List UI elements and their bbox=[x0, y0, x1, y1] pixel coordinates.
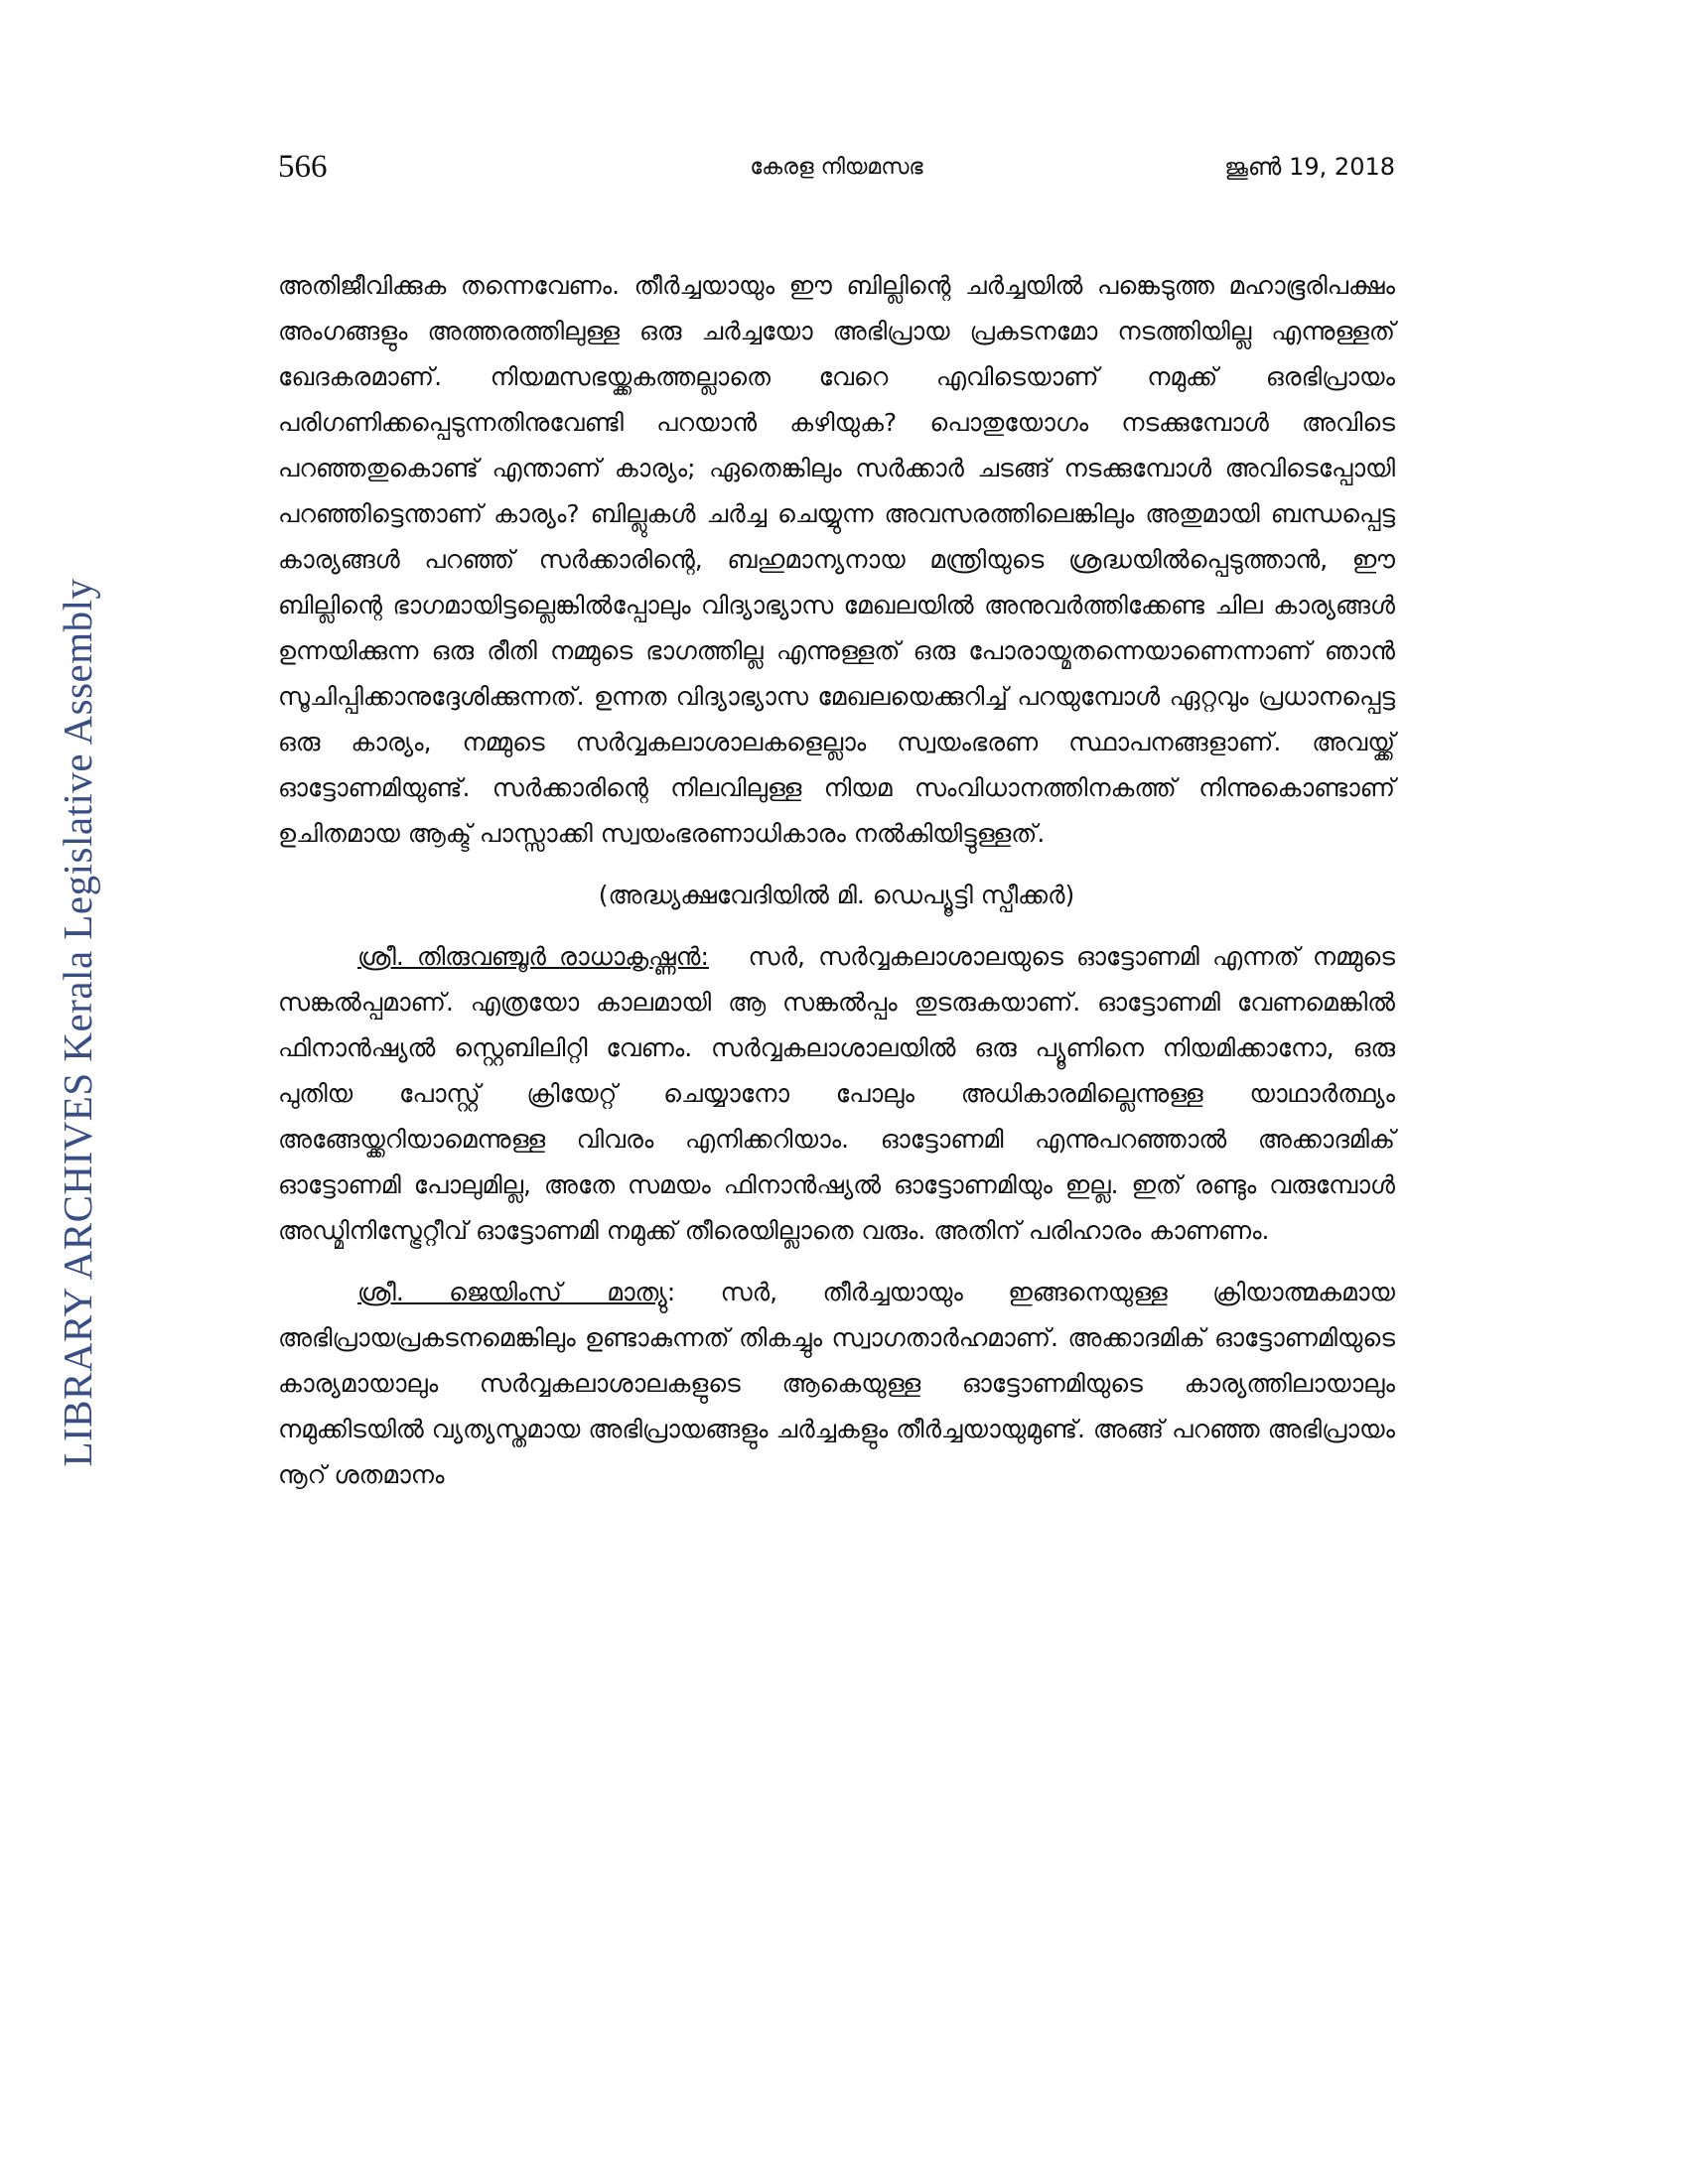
paragraph-continued: അതിജീവിക്കുക തന്നെവേണം. തീർച്ചയായും ഈ ബില്ലിന്റെ ചർച്ചയിൽ പങ്കെടുത്ത മഹാഭൂരിപക്ഷം അംഗങ്ങളും അത്തരത്തിലുള്ള ഒരു ചർച്ചയോ അഭിപ്രായ പ്രകടനമോ നടത്തിയില്ല എന്നുള്ളത് ഖേദകരമാണ്. നിയമസഭയ്ക്കകത്തല്ലാതെ വേറെ എവിടെയാണ് നമുക്ക് ഒരഭിപ്രായം പരിഗണിക്കപ്പെടുന്നതിനുവേണ്ടി പറയാൻ കഴിയുക? പൊതുയോഗം നടക്കുമ്പോൾ അവിടെ പറഞ്ഞതുകൊണ്ട് എന്താണ് കാര്യം; ഏതെങ്കിലും സർക്കാർ ചടങ്ങ് നടക്കുമ്പോൾ അവിടെപ്പോയി പറഞ്ഞിട്ടെന്താണ് കാര്യം? ബില്ലുകൾ ചർച്ച ചെയ്യുന്ന അവസരത്തിലെങ്കിലും അതുമായി ബന്ധപ്പെട്ട കാര്യങ്ങൾ പറഞ്ഞ് സർക്കാരിന്റെ, ബഹുമാന്യനായ മന്ത്രിയുടെ ശ്രദ്ധയിൽപ്പെടുത്താൻ, ഈ ബില്ലിന്റെ ഭാഗമായിട്ടല്ലെങ്കിൽപ്പോലും വിദ്യാഭ്യാസ മേഖലയിൽ അനുവർത്തിക്കേണ്ട ചില കാര്യങ്ങൾ ഉന്നയിക്കുന്ന ഒരു രീതി നമ്മുടെ ഭാഗത്തില്ല എന്നുള്ളത് ഒരു പോരായ്മതന്നെയാണെന്നാണ് ഞാൻ സൂചിപ്പിക്കാനുദ്ദേശിക്കുന്നത്. ഉന്നത വിദ്യാഭ്യാസ മേഖലയെക്കുറിച്ച് പറയുമ്പോൾ ഏറ്റവും പ്രധാനപ്പെട്ട ഒരു കാര്യം, നമ്മുടെ സർവ്വകലാശാലകളെല്ലാം സ്വയംഭരണ സ്ഥാപനങ്ങളാണ്. അവയ്ക്ക് ഓട്ടോണമിയുണ്ട്. സർക്കാരിന്റെ നിലവിലുള്ള നിയമ സംവിധാനത്തിനകത്ത് നിന്നുകൊണ്ടാണ് ഉചിതമായ ആക്ട് പാസ്സാക്കി സ്വയംഭരണാധികാരം നൽകിയിട്ടുള്ളത്. bbox=[278, 271, 1395, 848]
running-head-title: കേരള നിയമസഭ bbox=[750, 155, 923, 180]
speaker-name: ശ്രീ. ജെയിംസ് മാത്യു bbox=[357, 1278, 667, 1306]
speaker-name: ശ്രീ. തിരുവഞ്ചൂർ രാധാകൃഷ്ണൻ: bbox=[357, 942, 709, 971]
archive-watermark: LIBRARY ARCHIVES Kerala Legislative Assembly bbox=[55, 578, 100, 1467]
chair-note: (അദ്ധ്യക്ഷവേദിയിൽ മി. ഡെപ്യൂട്ടി സ്പീക്കർ) bbox=[598, 881, 1075, 909]
speech-thiruvanchoor bbox=[278, 934, 1395, 1254]
header-date: ജൂൺ 19, 2018 bbox=[1224, 153, 1395, 181]
document-body bbox=[278, 263, 1395, 1498]
speech-james-mathew: ശ്രീ. ജെയിംസ് മാത്യു: സർ, തീർച്ചയായും ഇങ്ങനെയുള്ള ക്രിയാത്മകമായ അഭിപ്രായപ്രകടനമെങ്കിലും ഉണ്ടാകുന്നത് തികച്ചും സ്വാഗതാർഹമാണ്. അക്കാദമിക് ഓട്ടോണമിയുടെ കാര്യമായാലും സർവ്വകലാശാലകളുടെ ആകെയുള്ള ഓട്ടോണമിയുടെ കാര്യത്തിലായാലും നമുക്കിടയിൽ വ്യത്യസ്തമായ അഭിപ്രായങ്ങളും ചർച്ചകളും തീർച്ചയായുമുണ്ട്. അങ്ങ് പറഞ്ഞ അഭിപ്രായം നൂറ് ശതമാനം bbox=[278, 1278, 1395, 1489]
page-header bbox=[278, 149, 1395, 199]
speech-text: സർ, സർവ്വകലാശാലയുടെ ഓട്ടോണമി എന്നത് നമ്മുടെ സങ്കൽപ്പമാണ്. എത്രയോ കാലമായി ആ സങ്കൽപ്പം തുടരുകയാണ്. ഓട്ടോണമി വേണമെങ്കിൽ ഫിനാൻഷ്യൽ സ്റ്റെബിലിറ്റി വേണം. സർവ്വകലാശാലയിൽ ഒരു പ്യൂണിനെ നിയമിക്കാനോ, ഒരു പുതിയ പോസ്റ്റ് ക്രിയേറ്റ് ചെയ്യാനോ പോലും അധികാരമില്ലെന്നുള്ള യാഥാർത്ഥ്യം അങ്ങേയ്ക്കറിയാമെന്നുള്ള വിവരം എനിക്കറിയാം. ഓട്ടോണമി എന്നുപറഞ്ഞാൽ അക്കാദമിക് ഓട്ടോണമി പോലുമില്ല, അതേ സമയം ഫിനാൻഷ്യൽ ഓട്ടോണമിയും ഇല്ല. ഇത് രണ്ടും വരുമ്പോൾ അഡ്മിനിസ്ട്രേറ്റീവ് ഓട്ടോണമി നമുക്ക് തീരെയില്ലാതെ വരും. അതിന് പരിഹാരം കാണണം. bbox=[278, 942, 1395, 1245]
speech-text: സർ, തീർച്ചയായും ഇങ്ങനെയുള്ള ക്രിയാത്മകമായ അഭിപ്രായപ്രകടനമെങ്കിലും ഉണ്ടാകുന്നത് തികച്ചും സ്വാഗതാർഹമാണ്. അക്കാദമിക് ഓട്ടോണമിയുടെ കാര്യമായാലും സർവ്വകലാശാലകളുടെ ആകെയുള്ള ഓട്ടോണമിയുടെ കാര്യത്തിലായാലും നമുക്കിടയിൽ വ്യത്യസ്തമായ അഭിപ്രായങ്ങളും ചർച്ചകളും തീർച്ചയായുമുണ്ട്. അങ്ങ് പറഞ്ഞ അഭിപ്രായം നൂറ് ശതമാനം bbox=[278, 1278, 1395, 1489]
page-number: 566 bbox=[278, 149, 328, 185]
